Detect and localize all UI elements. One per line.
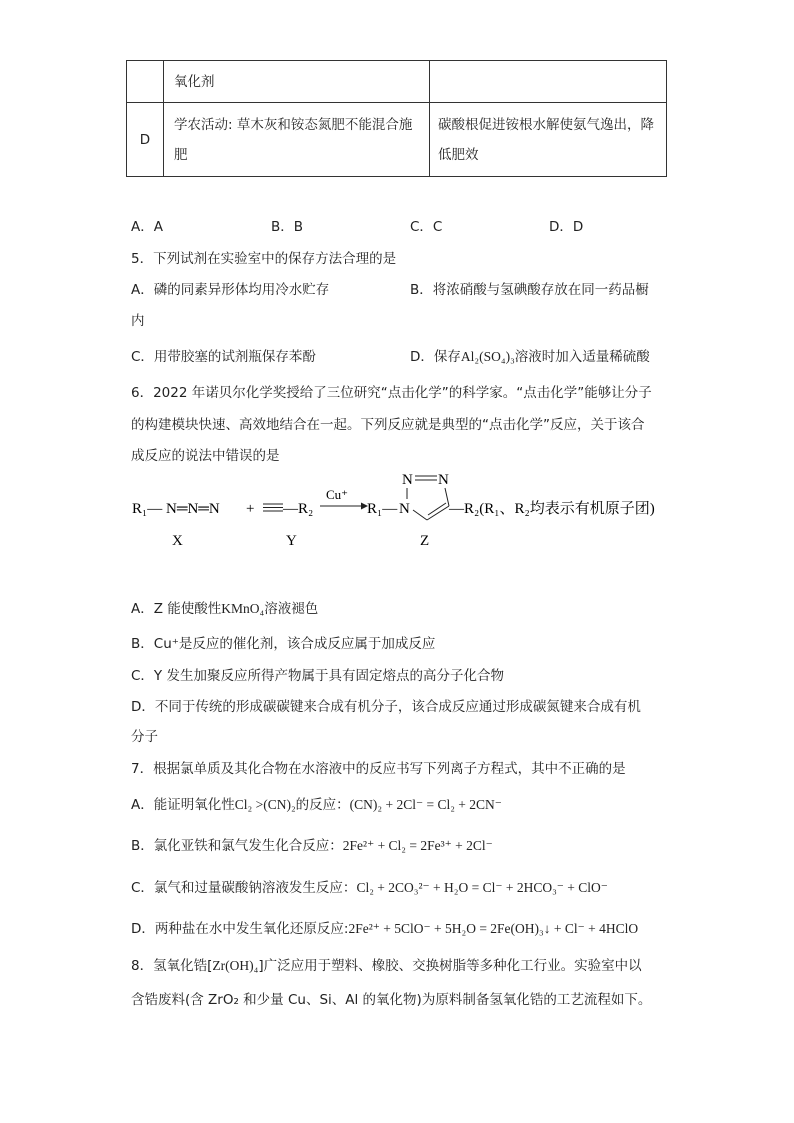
table-cell: D [127, 103, 164, 177]
label-z: Z [420, 533, 430, 549]
q7-stem: 7．根据氯单质及其化合物在水溶液中的反应书写下列离子方程式，其中不正确的是 [131, 761, 626, 777]
q5-option-a: A．磷的同素异形体均用冷水贮存 [131, 282, 330, 298]
q5-stem: 5．下列试剂在实验室中的保存方法合理的是 [131, 251, 397, 267]
cell-text: 低肥效 [438, 146, 479, 163]
q4-option-a: A．A [131, 219, 163, 235]
triple-bond [263, 504, 283, 511]
q7-option-a-pre: A．能证明氧化性 [131, 797, 235, 813]
q7-option-a [131, 793, 502, 813]
q6-option-a-post: 溶液褪色 [264, 601, 319, 617]
click-chemistry-scheme [126, 462, 686, 558]
q8-stem-line2: 含锆废料(含 ZrO₂ 和少量 Cu、Si、Al 的氧化物)为原料制备氢氧化锆的工艺流程如下。 [131, 992, 652, 1008]
q7-option-d [131, 917, 638, 937]
formula: Zr(OH)₄ [212, 958, 259, 973]
q4-option-c: C．C [410, 219, 443, 235]
cell-text: 碳酸根促进铵根水解使氨气逸出，降 [438, 116, 654, 133]
equation: 2Fe²⁺ + Cl₂ = 2Fe³⁺ + 2Cl⁻ [342, 838, 493, 853]
product-r2-note: —R₂(R₁、R₂均表示有机原子团) [449, 501, 655, 517]
q8-stem-pre: 8．氢氧化锆[ [131, 958, 213, 974]
table-cell [430, 103, 667, 177]
cell-text: 学农活动: 草木灰和铵态氮肥不能混合施 [174, 116, 413, 133]
table-cell [164, 103, 430, 177]
q5-option-b: B．将浓硝酸与氢碘酸存放在同一药品橱 [410, 282, 649, 298]
table-row [127, 103, 667, 177]
q7-option-a-mid: 的反应： [295, 797, 350, 813]
reactant-x: R₁— N═N═N [132, 501, 220, 517]
q7-option-c-pre: C．氯气和过量碳酸钠溶液发生反应： [131, 880, 357, 896]
q5-option-d [410, 345, 650, 365]
cell-text: 肥 [174, 146, 188, 163]
q4-option-d: D．D [549, 219, 584, 235]
product-r1: R₁— [367, 501, 398, 517]
q6-stem-line2: 的构建模块快速、高效地结合在一起。下列反应就是典型的“点击化学”反应，关于该合 [131, 417, 645, 433]
reaction-arrow [320, 503, 368, 510]
label-y: Y [286, 533, 297, 549]
table-cell: 氧化剂 [164, 61, 430, 103]
q6-option-d: D．不同于传统的形成碳碳键来合成有机分子，该合成反应通过形成碳氮键来合成有机 [131, 699, 641, 715]
q7-option-d-pre: D．两种盐在水中发生氧化还原反应: [131, 921, 349, 937]
q5-option-d-pre: D．保存 [410, 349, 461, 365]
formula: Al₂(SO₄)₃ [460, 349, 515, 364]
ring-nitrogen-3: N [438, 472, 449, 488]
equation: (CN)₂ + 2Cl⁻ = Cl₂ + 2CN⁻ [349, 797, 502, 812]
q6-option-a [131, 597, 318, 617]
answer-table [126, 60, 667, 177]
ring-nitrogen-2: N [402, 472, 413, 488]
catalyst-label: Cu⁺ [326, 487, 349, 502]
q6-option-a-pre: A．Z 能使酸性 [131, 601, 222, 617]
q5-option-d-post: 溶液时加入适量稀硫酸 [514, 349, 650, 365]
table-cell [430, 61, 667, 103]
q8-stem-post: ]广泛应用于塑料、橡胶、交换树脂等多种化工行业。实验室中以 [258, 958, 642, 974]
formula: KMnO₄ [221, 601, 265, 616]
q6-option-d-cont: 分子 [131, 729, 158, 745]
q8-stem-line1 [131, 954, 642, 974]
ring-nitrogen-1: N [399, 501, 410, 517]
q7-option-b [131, 834, 493, 854]
equation: 2Fe²⁺ + 5ClO⁻ + 5H₂O = 2Fe(OH)₃↓ + Cl⁻ + 4HClO [348, 921, 639, 936]
label-x: X [172, 533, 183, 549]
reactant-y-substituent: —R₂ [283, 501, 314, 517]
q6-option-c: C．Y 发生加聚反应所得产物属于具有固定熔点的高分子化合物 [131, 668, 504, 684]
q4-option-b: B．B [271, 219, 304, 235]
q7-option-b-pre: B．氯化亚铁和氯气发生化合反应： [131, 838, 343, 854]
q5-option-c: C．用带胶塞的试剂瓶保存苯酚 [131, 349, 316, 365]
q6-option-b: B．Cu⁺是反应的催化剂，该合成反应属于加成反应 [131, 636, 436, 652]
q7-option-c [131, 876, 608, 896]
q6-stem-line1: 6．2022 年诺贝尔化学奖授给了三位研究“点击化学”的科学家。“点击化学”能够让分子 [131, 385, 652, 401]
plus-sign: + [246, 501, 255, 517]
table-cell [127, 61, 164, 103]
equation: Cl₂ + 2CO₃²⁻ + H₂O = Cl⁻ + 2HCO₃⁻ + ClO⁻ [356, 880, 608, 895]
q6-stem-line3: 成反应的说法中错误的是 [131, 448, 280, 464]
table-row [127, 61, 667, 103]
q5-option-b-cont: 内 [131, 313, 145, 329]
formula: Cl₂ >(CN)₂ [234, 797, 296, 812]
